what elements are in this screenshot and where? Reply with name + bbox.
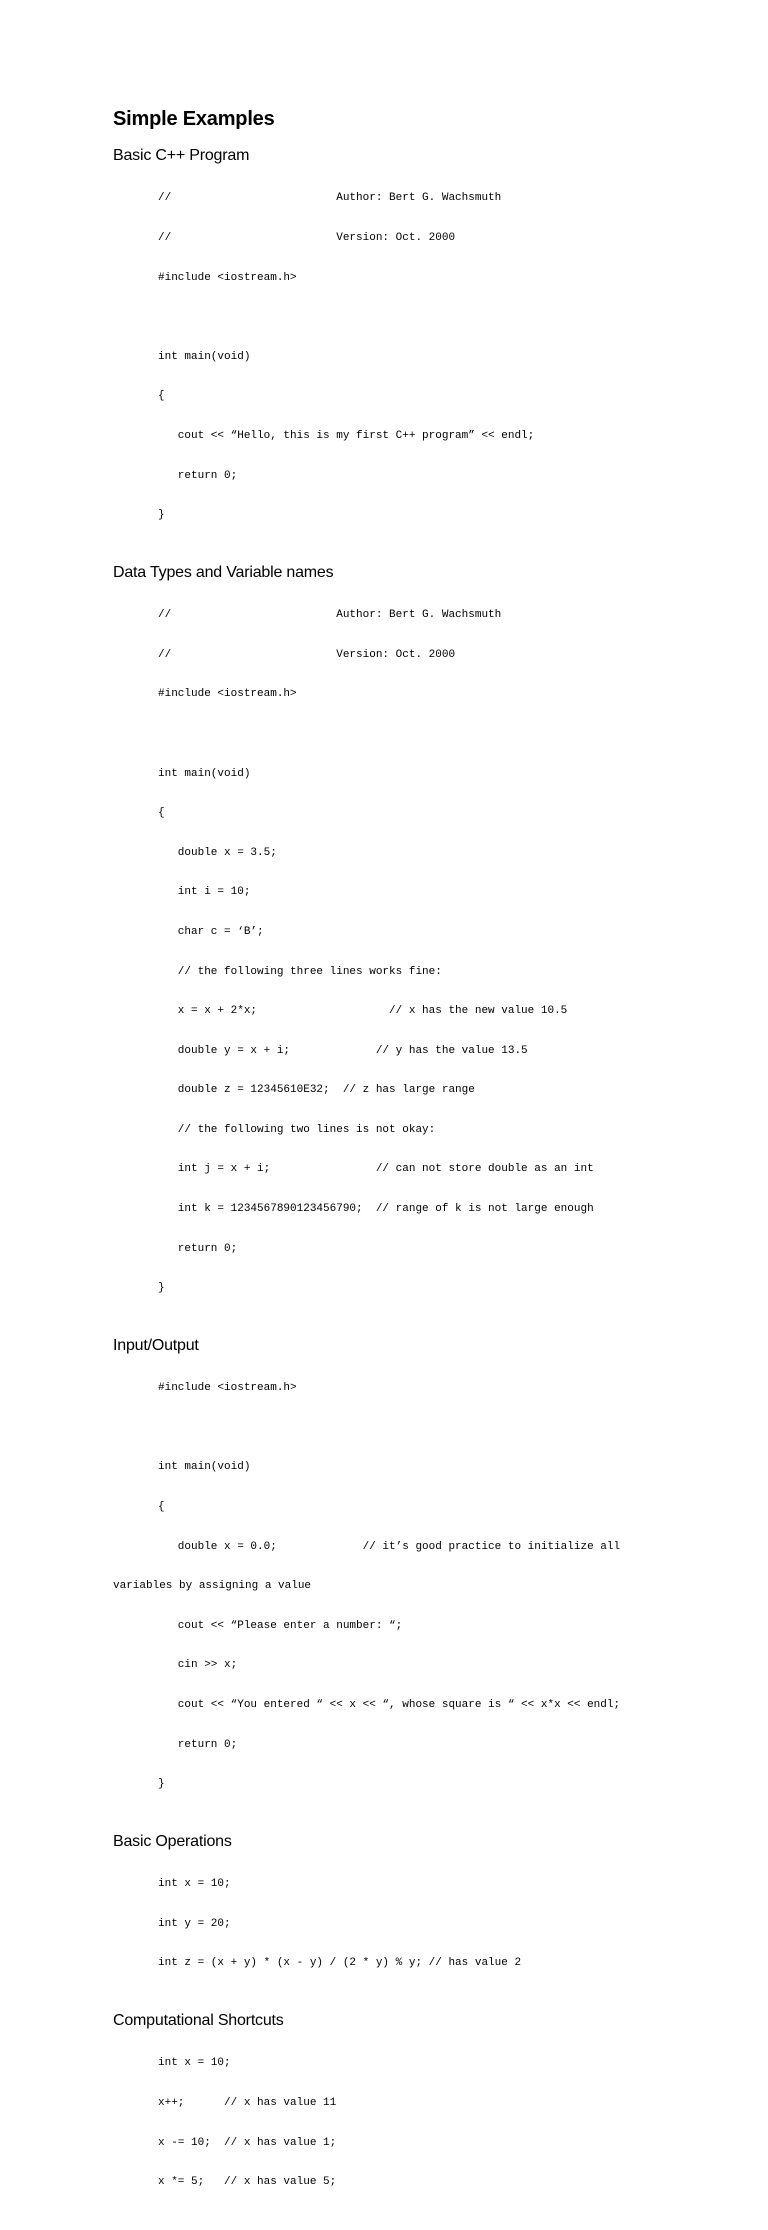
code-line: // Version: Oct. 2000	[158, 648, 456, 661]
code-line: double x = 3.5;	[158, 846, 277, 859]
section-basic-operations	[113, 1832, 753, 1997]
code-line: }	[158, 1778, 165, 1791]
code-line: x *= 5; // x has value 5;	[158, 2176, 337, 2189]
code-line: cout << “You entered “ << x << “, whose square is “ << x*x << endl;	[158, 1699, 621, 1711]
code-line: #include <iostream.h>	[158, 271, 297, 284]
section-input-output	[113, 1336, 753, 1818]
code-line: return 0;	[158, 1738, 238, 1751]
code-line: int j = x + i; // can not store double as an int	[158, 1163, 594, 1176]
code-line: double z = 12345610E32; // z has large range	[158, 1084, 475, 1097]
section-heading: Data Types and Variable names	[113, 563, 334, 581]
code-line: char c = ‘B’;	[158, 925, 264, 938]
document-page	[113, 106, 753, 2230]
section-computational-shortcuts	[113, 2011, 753, 2216]
code-line: {	[158, 390, 165, 403]
code-line: {	[158, 807, 165, 820]
code-block	[158, 1852, 753, 1997]
page-title: Simple Examples	[113, 108, 275, 130]
code-line: int x = 10;	[158, 1878, 231, 1891]
code-line: return 0;	[158, 469, 238, 482]
code-block	[158, 2031, 753, 2216]
code-line: x = x + 2*x; // x has the new value 10.5	[158, 1005, 568, 1018]
code-line: double x = 0.0; // it’s good practice to initialize all	[158, 1540, 621, 1553]
code-line: x -= 10; // x has value 1;	[158, 2136, 337, 2149]
code-line: int main(void)	[158, 1461, 251, 1474]
code-line: }	[158, 509, 165, 522]
code-line: {	[158, 1501, 165, 1514]
code-line: int z = (x + y) * (x - y) / (2 * y) % y; // has value 2	[158, 1957, 522, 1970]
code-line: // Version: Oct. 2000	[158, 232, 456, 244]
code-line: #include <iostream.h>	[158, 1382, 297, 1395]
code-line: cin >> x;	[158, 1659, 238, 1672]
code-line	[158, 1422, 753, 1435]
code-line: // Author: Bert G. Wachsmuth	[158, 609, 502, 622]
code-block	[113, 1356, 753, 1818]
code-line: // the following two lines is not okay:	[158, 1123, 436, 1136]
code-line: cout << “Please enter a number: “;	[158, 1619, 403, 1632]
code-line: int k = 1234567890123456790; // range of k is not large enough	[158, 1203, 594, 1216]
section-basic-cpp-program	[113, 146, 753, 549]
code-line: }	[158, 1282, 165, 1295]
code-block	[158, 166, 753, 549]
section-heading: Computational Shortcuts	[113, 2011, 284, 2029]
code-block	[158, 583, 753, 1322]
section-heading: Basic Operations	[113, 1832, 232, 1850]
code-line: return 0;	[158, 1242, 238, 1255]
code-line: x++; // x has value 11	[158, 2096, 337, 2109]
code-line: cout << “Hello, this is my first C++ program” << endl;	[158, 429, 535, 442]
section-heading: Input/Output	[113, 1336, 199, 1354]
code-line: int x = 10;	[158, 2057, 231, 2070]
code-line: // the following three lines works fine:	[158, 965, 442, 978]
code-line: #include <iostream.h>	[158, 688, 297, 701]
code-line: int i = 10;	[158, 886, 251, 899]
code-line: // Author: Bert G. Wachsmuth	[158, 192, 502, 205]
section-data-types	[113, 563, 753, 1322]
code-line	[158, 311, 753, 324]
code-line: double y = x + i; // y has the value 13.5	[158, 1044, 528, 1057]
section-heading: Basic C++ Program	[113, 147, 250, 164]
code-line	[158, 728, 753, 741]
code-line: int y = 20;	[158, 1917, 231, 1930]
code-line: int main(void)	[158, 350, 251, 363]
code-line: int main(void)	[158, 767, 251, 780]
code-line: variables by assigning a value	[113, 1580, 312, 1593]
